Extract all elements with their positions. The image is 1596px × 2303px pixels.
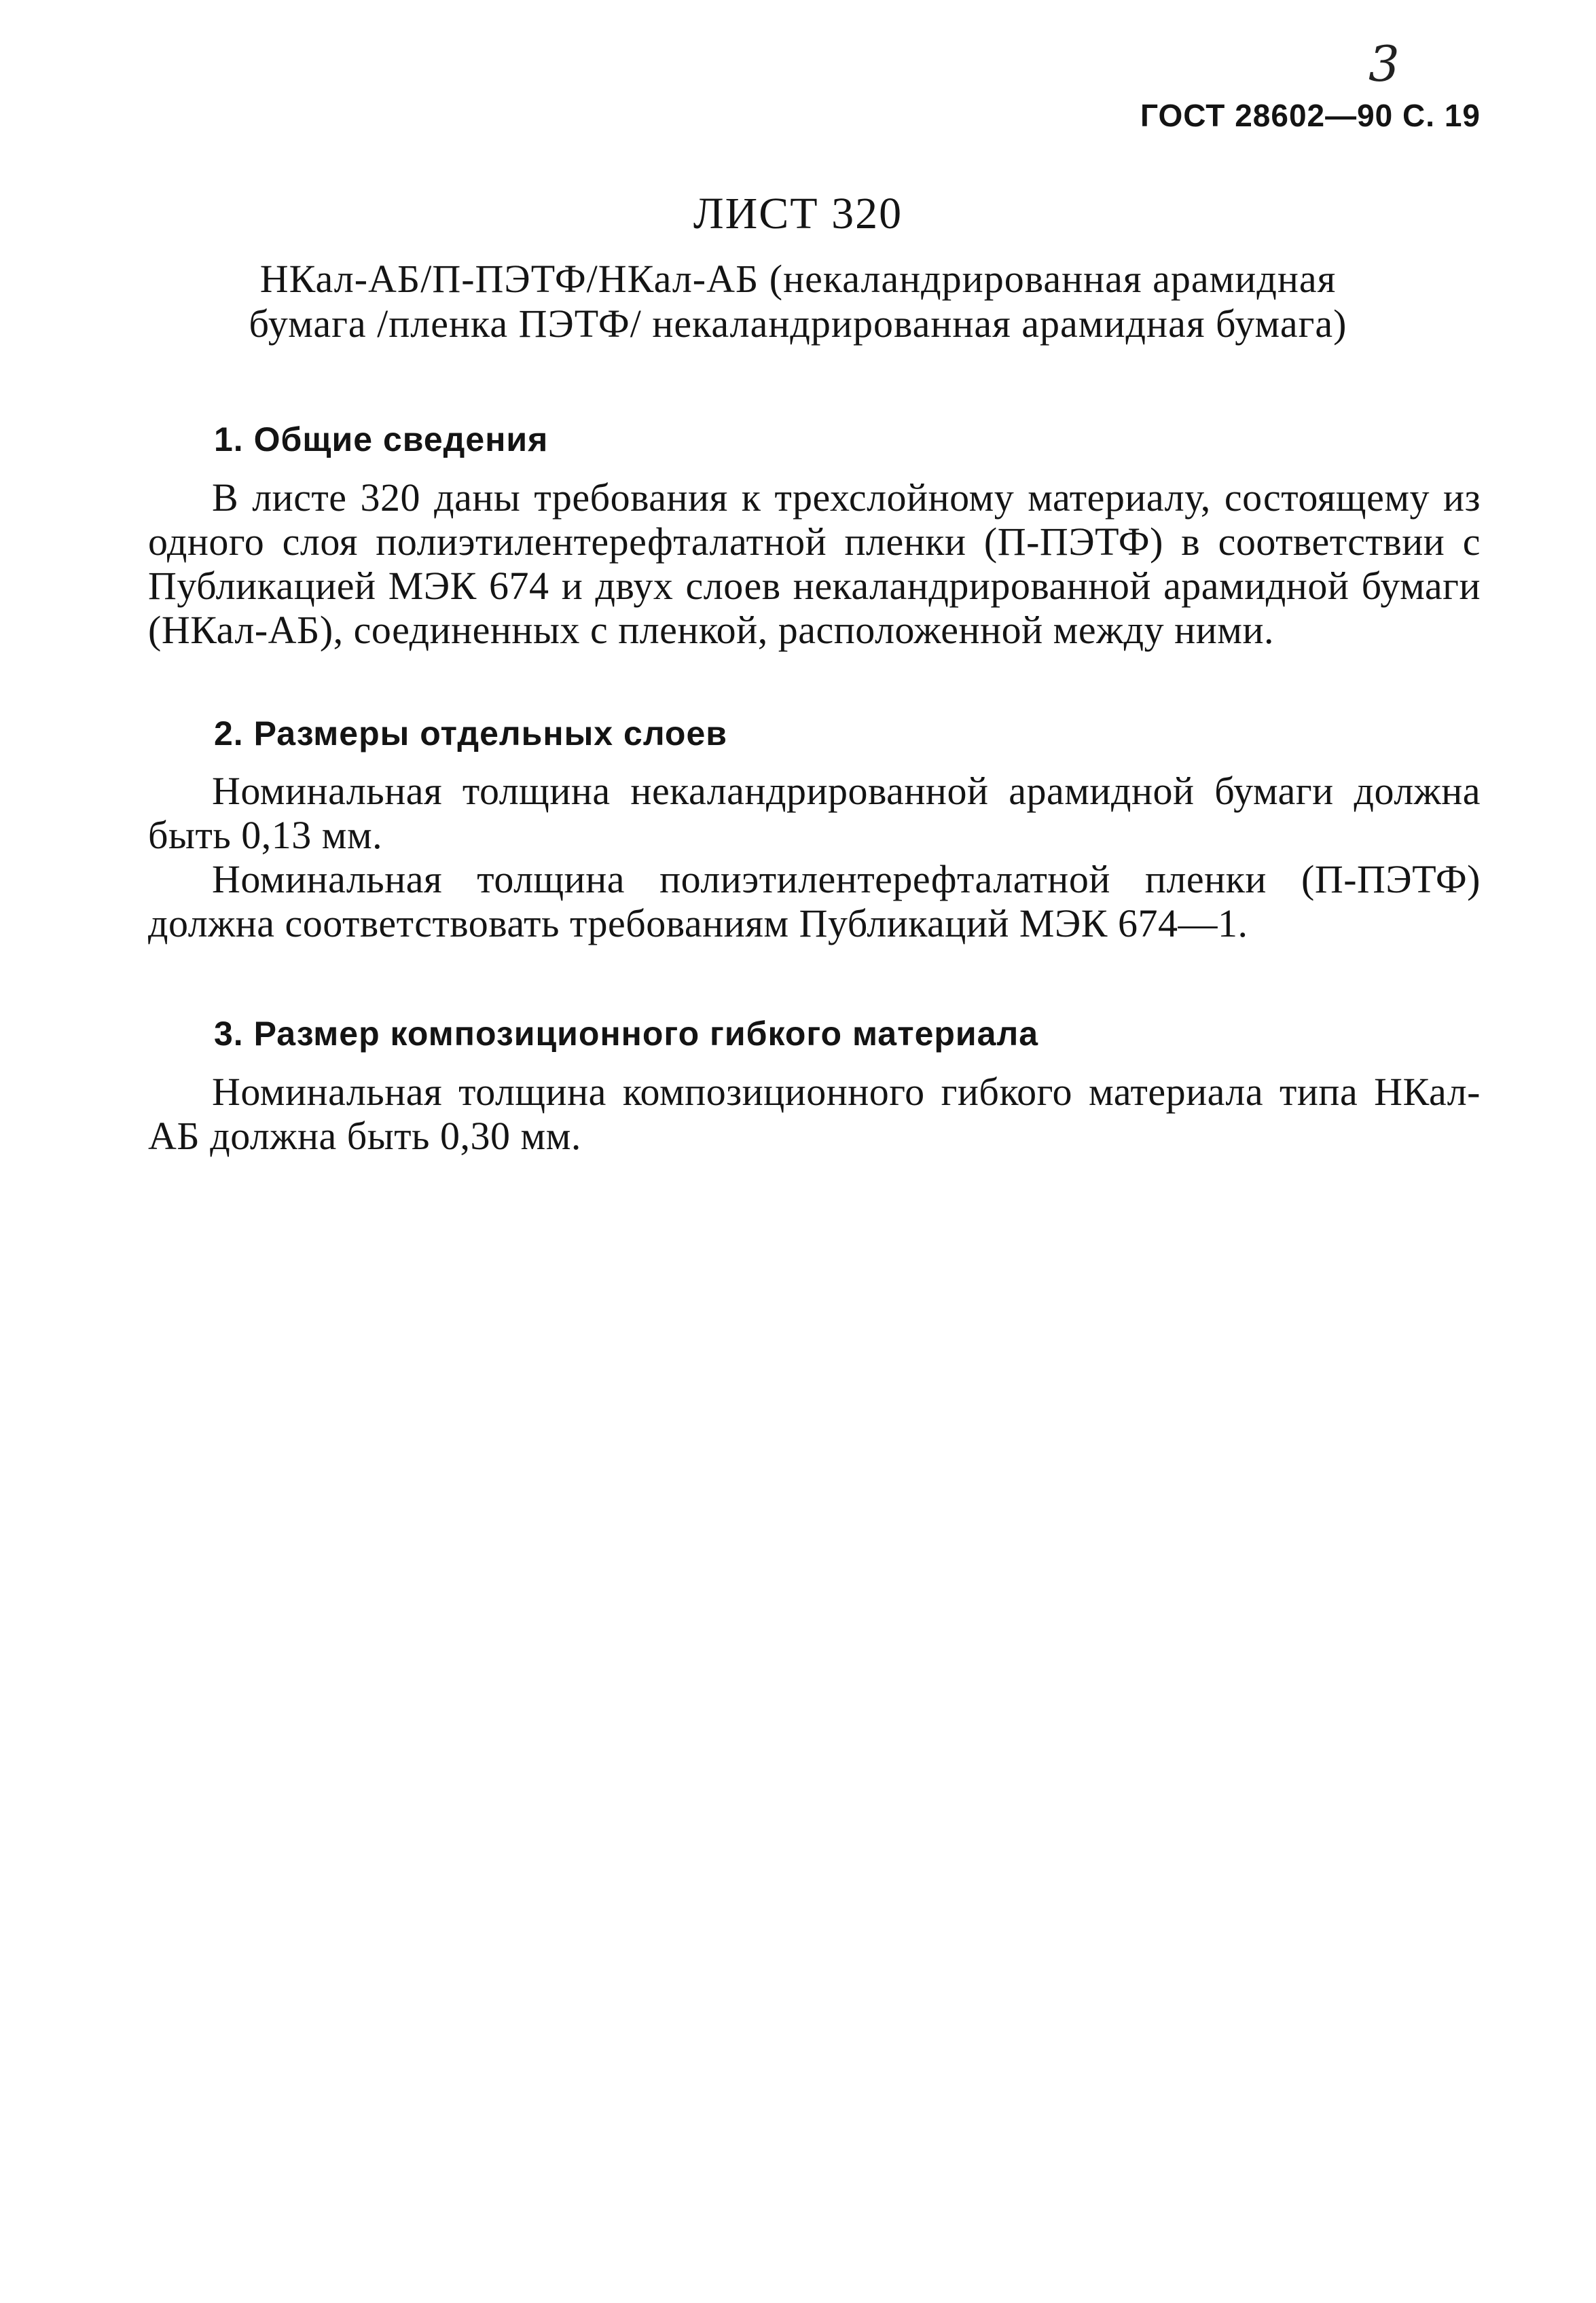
section-paragraph-film-thickness: Номинальная толщина полиэтилентерефталатной пленки (П-ПЭТФ) должна соответствовать требованиям Публикаций МЭК 674—1. (148, 857, 1481, 945)
sheet-title: ЛИСТ 320 (693, 189, 903, 238)
running-header: ГОСТ 28602—90 С. 19 (1140, 98, 1481, 133)
section-heading-general: 1. Общие сведения (214, 420, 549, 458)
section-heading-composite-size: 3. Размер композиционного гибкого материала (214, 1015, 1039, 1053)
section-paragraph-general: В листе 320 даны требования к трехслойному материалу, состоящему из одного слоя полиэтилентерефталатной пленки (П-ПЭТФ) в соответствии с Публикацией МЭК 674 и двух слоев некаландрированной арамидной бумаги (НКал-АБ), соединенных с пленкой, расположенной между ними. (148, 475, 1481, 652)
handwritten-page-mark: 3 (1368, 35, 1400, 92)
section-paragraph-paper-thickness: Номинальная толщина некаландрированной арамидной бумаги должна быть 0,13 мм. (148, 769, 1481, 857)
section-paragraph-composite-thickness: Номинальная толщина композиционного гибкого материала типа НКал-АБ должна быть 0,30 мм. (148, 1070, 1481, 1158)
section-heading-layer-sizes: 2. Размеры отдельных слоев (214, 714, 728, 752)
sheet-subtitle: НКал-АБ/П-ПЭТФ/НКал-АБ (некаландрированная арамидная бумага /пленка ПЭТФ/ некаландрированная арамидная бумага) (249, 257, 1347, 346)
